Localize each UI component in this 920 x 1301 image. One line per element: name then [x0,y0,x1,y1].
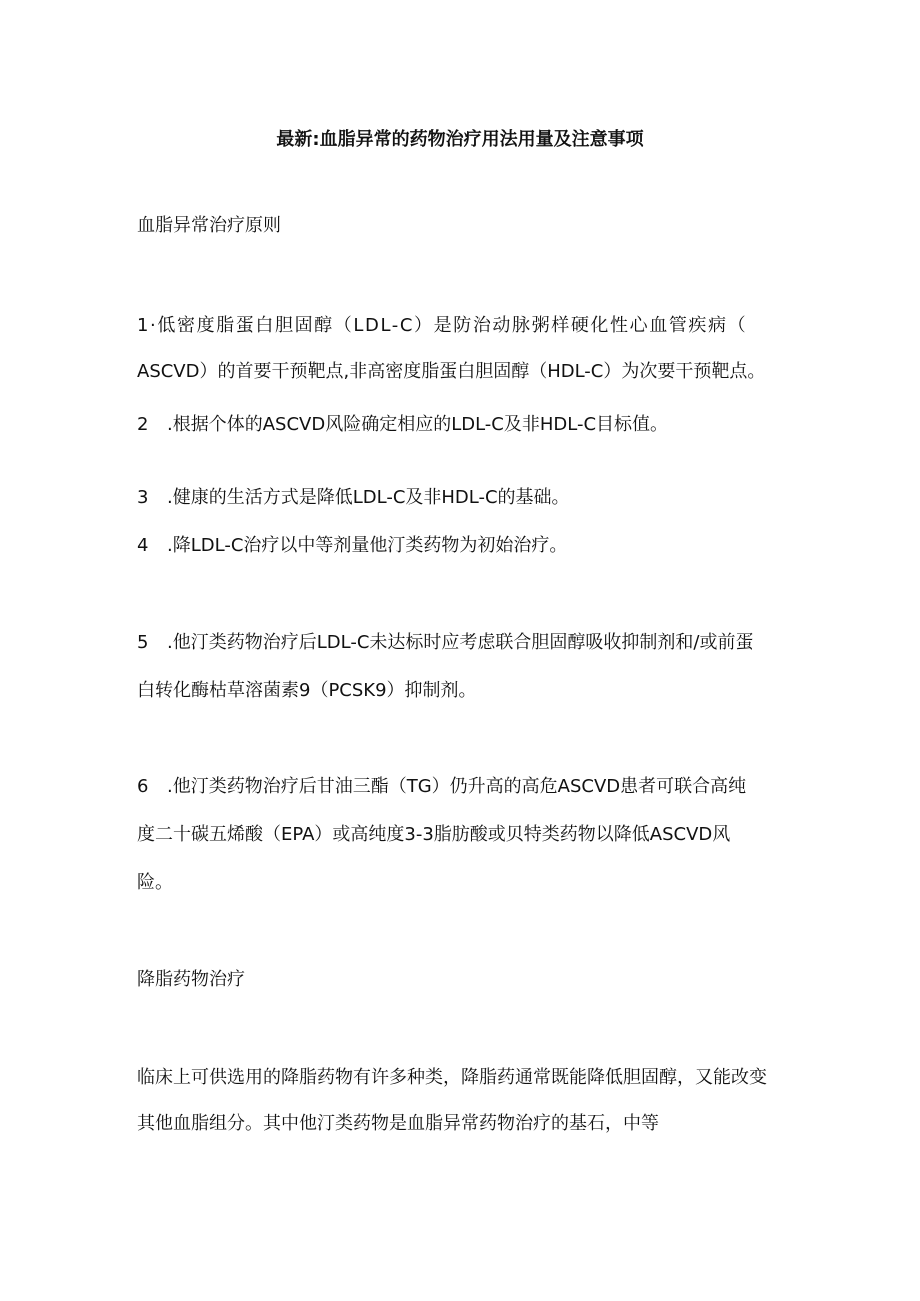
list-item-3 [137,484,797,512]
list-item-6-line-2: 度二十碳五烯酸（EPA）或高纯度3-3脂肪酸或贝特类药物以降低ASCVD风 [137,824,731,845]
paragraph-line-1: 临床上可供选用的降脂药物有许多种类，降脂药通常既能降低胆固醇，又能改变 [137,1067,767,1088]
list-item-5-line-2: 白转化酶枯草溶菌素9（PCSK9）抑制剂。 [137,680,477,701]
list-item-4 [137,532,797,560]
paragraph-line-2: 其他血脂组分。其中他汀类药物是血脂异常药物治疗的基石，中等 [137,1113,659,1134]
list-item-text: .他汀类药物治疗后甘油三酯（TG）仍升高的高危ASCVD患者可联合高纯 [167,776,747,797]
list-item-1-line-2: ASCVD）的首要干预靶点,非高密度脂蛋白胆固醇（HDL-C）为次要干预靶点。 [137,361,766,382]
list-item-text: .根据个体的ASCVD风险确定相应的LDL-C及非HDL-C目标值。 [167,414,669,435]
list-item-number: 3 [137,487,149,508]
document-title: 最新:血脂异常的药物治疗用法用量及注意事项 [276,129,644,150]
list-item-number: 5 [137,632,149,653]
list-item-number: 2 [137,414,149,435]
list-item-text: .降LDL-C治疗以中等剂量他汀类药物为初始治疗。 [167,535,568,556]
list-item-text: 低密度脂蛋白胆固醇（LDL-C）是防治动脉粥样硬化性心血管疾病（ [157,315,748,336]
list-item-number: 1· [137,315,158,336]
list-item-text: .他汀类药物治疗后LDL-C未达标时应考虑联合胆固醇吸收抑制剂和/或前蛋 [167,632,754,653]
list-item-6-line-1 [137,773,797,801]
list-item-1-line-1 [137,312,797,340]
list-item-text: .健康的生活方式是降低LDL-C及非HDL-C的基础。 [167,487,570,508]
list-item-6-line-3: 险。 [137,872,173,893]
list-item-2 [137,411,797,439]
section-heading-drug-therapy: 降脂药物治疗 [137,969,245,990]
list-item-number: 6 [137,776,149,797]
list-item-number: 4 [137,535,149,556]
section-heading-principles: 血脂异常治疗原则 [137,215,281,236]
list-item-5-line-1 [137,629,797,657]
